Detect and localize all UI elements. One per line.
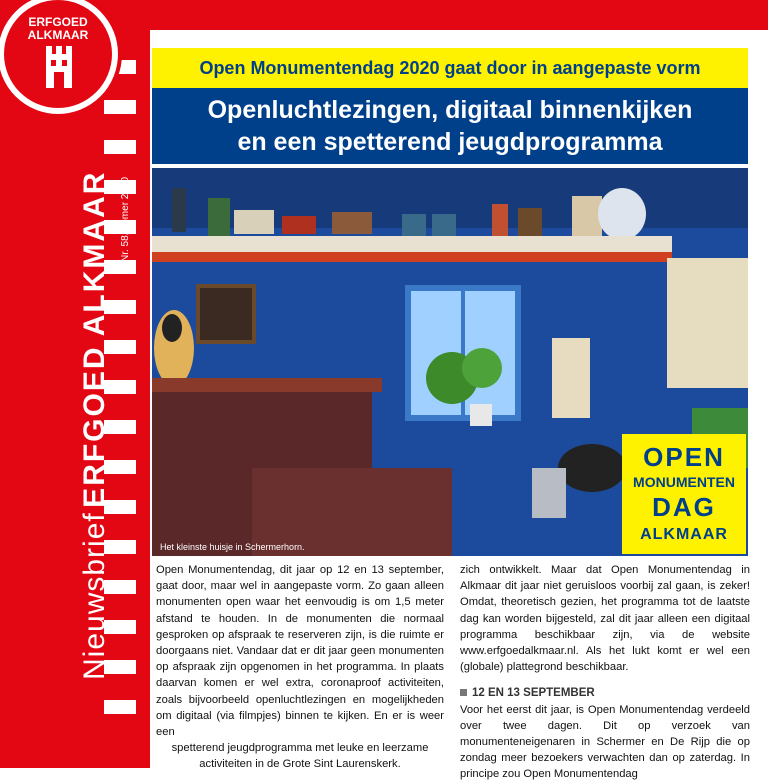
section-heading xyxy=(460,685,750,701)
article-column-1 xyxy=(156,562,444,773)
logo-text-line2: ALKMAAR xyxy=(27,28,89,42)
logo-text-line1: ERFGOED xyxy=(28,15,88,29)
om-logo-monumenten: MONUMENTEN xyxy=(633,474,735,490)
article-column-2 xyxy=(460,562,750,783)
om-logo-open: OPEN xyxy=(643,442,725,472)
om-logo-alkmaar: ALKMAAR xyxy=(640,526,728,543)
masthead-title xyxy=(78,171,112,680)
masthead-name: ERFGOED ALKMAAR xyxy=(78,170,111,508)
article-paragraph: Open Monumentendag, dit jaar op 12 en 13 september, gaat door, maar wel in aangepaste vorm. Zo gaan alleen monumenten open waar het eenvoudig is om 1,5 meter afstand te houden. In de monumenten die normaal gesproken op afspraak te reserveren zijn, is die ruimte er doorgaans niet. Vandaar dat er dit jaar geen monumenten op afspraak zijn opgenomen in het programma. In plaats daarvan komen er wel extra, coronaproof activiteiten, zoals bijvoorbeeld openluchtlezingen en mogelijkheden om digitaal (via filmpjes) binnen te kijken. En er is weer een xyxy=(156,564,444,739)
kicker-banner: Open Monumentendag 2020 gaat door in aangepaste vorm xyxy=(152,48,748,88)
crenel xyxy=(104,140,136,154)
logo-disc xyxy=(4,0,112,108)
headline-line2: en een spetterend jeugdprogramma xyxy=(237,128,663,156)
square-bullet-icon xyxy=(460,689,467,696)
section-heading-text: 12 EN 13 SEPTEMBER xyxy=(472,687,595,700)
open-monumentendag-logo xyxy=(622,434,746,554)
photo-caption: Het kleinste huisje in Schermerhorn. xyxy=(160,542,305,552)
article-paragraph: Voor het eerst dit jaar, is Open Monumentendag verdeeld over twee dagen. Dit op verzoek van monumenteneigenaren in Schermer en De Rijp die op zondag meer bezoekers verwachten dan op zaterdag. In principe zou Open Monumentendag xyxy=(460,703,750,781)
issue-number: Nr. 58, zomer 2020 xyxy=(120,176,131,262)
article-paragraph: zich ontwikkelt. Maar dat Open Monumentendag in Alkmaar dit jaar niet geruisloos voorbij zal gaan, is zeker! Omdat, theoretisch gezien, het programma tot de laatste dag kan worden bijgesteld, zal dit jaar alleen een digitaal programma beschikbaar zijn, via de website www.erfgoedalkmaar.nl. Als het lukt komt er wel een (globale) plattegrond beschikbaar. xyxy=(460,564,750,674)
article-line: activiteiten in de Grote Sint Laurenskerk. xyxy=(199,758,401,771)
headline-line1: Openluchtlezingen, digitaal binnenkijken xyxy=(207,96,693,124)
masthead-prefix: Nieuwsbrief xyxy=(78,512,111,680)
article-line: spetterend jeugdprogramma met leuke en leerzame xyxy=(171,742,429,755)
crenel xyxy=(104,100,136,114)
om-logo-dag: DAG xyxy=(652,492,716,522)
castle-tower-icon xyxy=(44,44,74,90)
crenel xyxy=(104,700,136,714)
headline-banner xyxy=(152,88,748,164)
